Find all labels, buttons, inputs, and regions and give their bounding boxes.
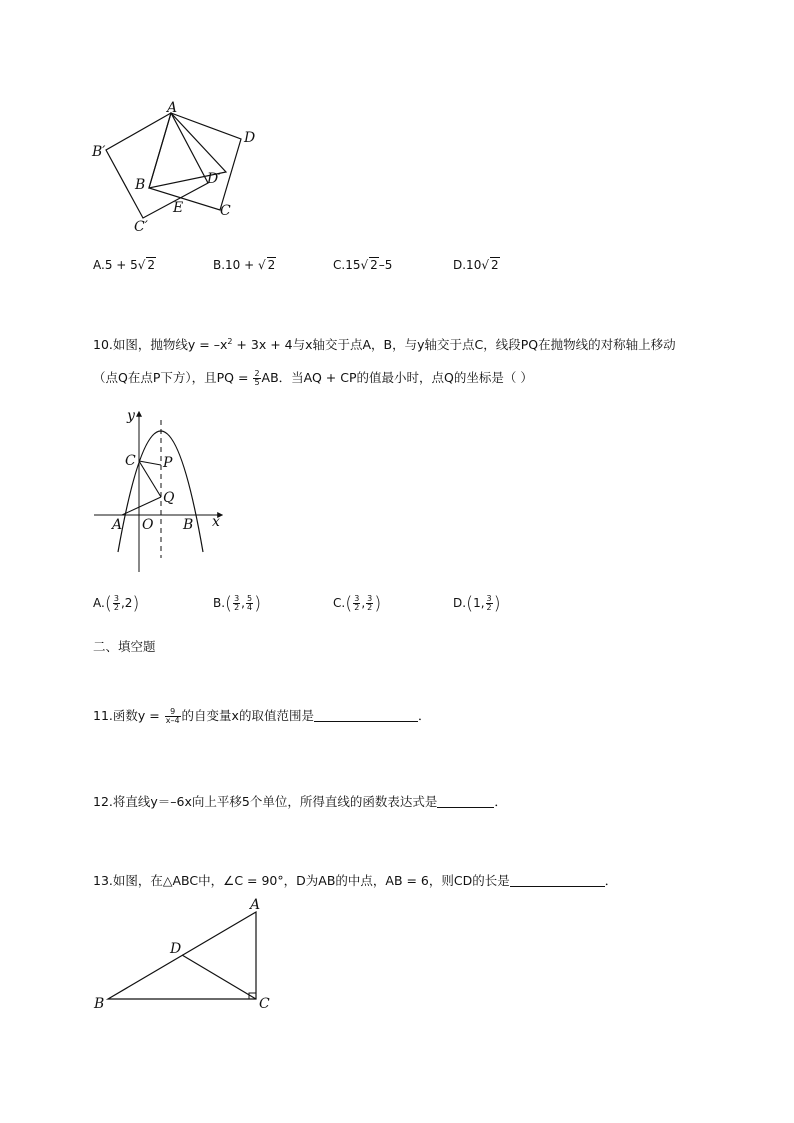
label-x: x: [212, 514, 220, 530]
section-heading: 二、填空题: [93, 639, 156, 654]
q10-option-b[interactable]: B.( $\frac{3}{2}$ , $\frac{5}{4}$ ): [213, 593, 262, 614]
answer-blank-q12[interactable]: [437, 795, 494, 808]
label-a: A: [112, 517, 123, 533]
answer-blank-q11[interactable]: [314, 709, 418, 722]
label-p: P: [163, 455, 173, 471]
label-q: Q: [163, 490, 175, 506]
q9-option-d[interactable]: D.10√ 2: [453, 258, 499, 272]
q10-line-2: （点Q在点P下方），且PQ = $\frac{2}{5}$ AB．当AQ + CP的值最小时，点Q的坐标是（ ）: [93, 369, 533, 387]
q13-line: 13.如图，在△ABC中，∠C = 90°，D为AB的中点，AB = 6，则CD的长是 ．: [93, 873, 618, 888]
label-a: A: [250, 897, 261, 913]
fraction-two-fifths: $\frac{2}{5}$: [254, 369, 260, 387]
square-adcb: [149, 113, 241, 210]
q10-option-d[interactable]: D.(1, $\frac{3}{2}$ ): [453, 593, 501, 614]
q10-line-1: 10.如图，抛物线$y = -x^2 + 3x + 4$与x轴交于点A，B，与y轴交于点C，线段PQ在抛物线的对称轴上移动: [93, 336, 676, 352]
label-b: B: [135, 177, 146, 193]
label-b: B: [183, 517, 194, 533]
answer-blank-q13[interactable]: [510, 874, 605, 887]
label-c: C: [125, 453, 136, 469]
fraction-9-over-x-4: $\frac{9}{x-4}$: [165, 707, 180, 725]
q10-option-c[interactable]: C.( $\frac{3}{2}$ , $\frac{3}{2}$ ): [333, 593, 382, 614]
label-a: A: [167, 100, 178, 116]
label-d: D: [170, 941, 182, 957]
q9-option-c[interactable]: C.15√ 2–5: [333, 258, 393, 272]
label-e: E: [173, 200, 184, 216]
label-c-prime: C′: [134, 219, 148, 235]
label-b: B: [94, 996, 105, 1012]
label-d-prime: D′: [207, 171, 222, 187]
label-y: y: [127, 408, 135, 424]
q11-line: 11.函数y = $\frac{9}{x-4}$ 的自变量x的取值范围是 ．: [93, 707, 431, 725]
label-c: C: [220, 203, 231, 219]
figure-q9: [88, 98, 268, 238]
label-d: D: [244, 130, 256, 146]
q10-option-a[interactable]: A.( $\frac{3}{2}$ ,2): [93, 593, 140, 614]
q9-option-b[interactable]: B.10 + √ 2: [213, 258, 276, 272]
square-ab-prime-c-prime: [106, 113, 208, 218]
label-o: O: [142, 517, 154, 533]
q12-line: 12.将直线y＝–6x向上平移5个单位，所得直线的函数表达式是 ．: [93, 794, 507, 809]
figure-q13-triangle: [90, 893, 280, 1013]
label-c: C: [259, 996, 270, 1012]
label-b-prime: B′: [92, 144, 106, 160]
q9-option-a[interactable]: A.5 + 5√ 2: [93, 258, 156, 272]
figure-q10-parabola: [90, 405, 230, 577]
segment-cd: [182, 955, 256, 999]
